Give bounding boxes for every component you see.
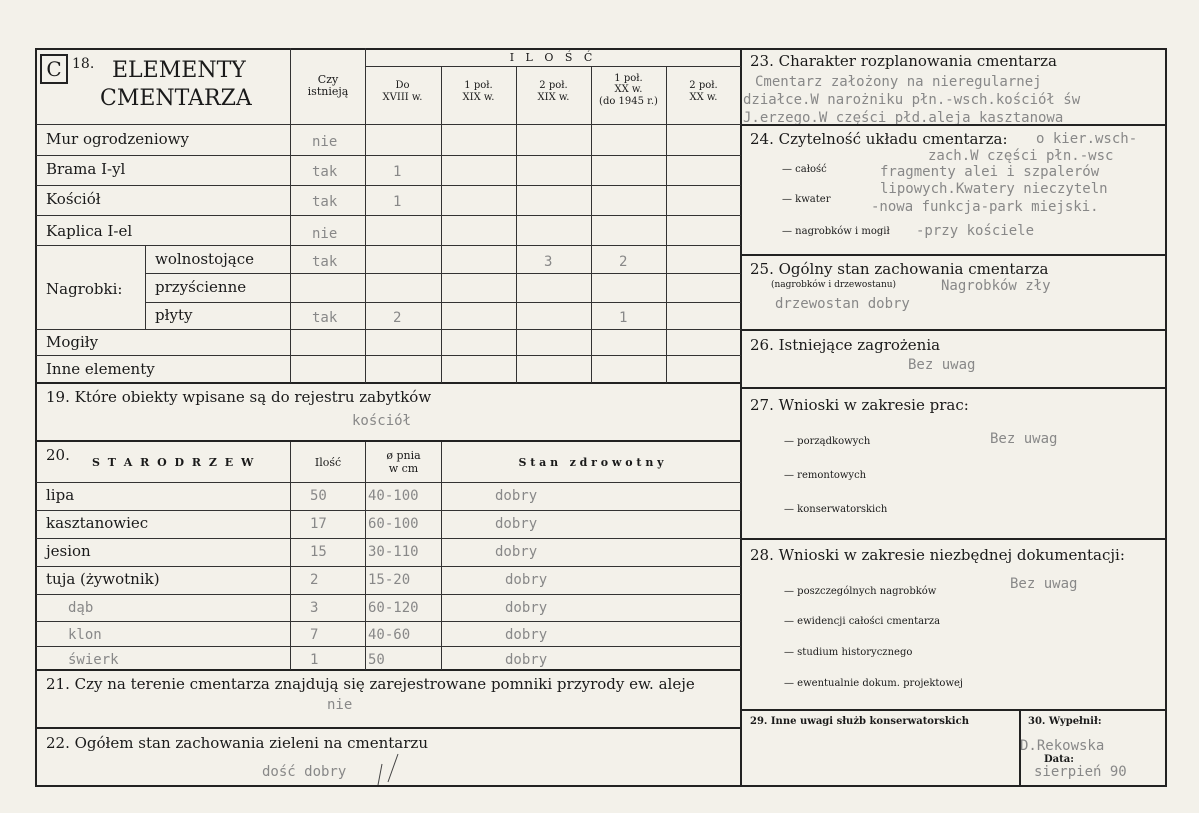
row-line: [36, 646, 741, 647]
s21-bottom: [36, 727, 741, 729]
tree-count: 3: [310, 600, 319, 616]
tree-count: 15: [310, 544, 327, 560]
tree-diameter: 40-60: [368, 627, 411, 643]
s24-line1: zach.W części płn.-wsc: [928, 148, 1114, 164]
s23-line2: działce.W narożniku płn.-wsch.kościół św: [743, 92, 1081, 108]
s21-value: nie: [327, 697, 353, 713]
row-line: [36, 329, 741, 330]
s26-value: Bez uwag: [908, 357, 976, 373]
element-row-label: Brama I-yl: [46, 160, 126, 178]
mogily-label: Mogiły: [46, 333, 99, 351]
period-header-l1: 1 poł.: [464, 80, 493, 91]
s28-value: Bez uwag: [1010, 576, 1078, 592]
row-line: [36, 155, 741, 156]
inne-elementy-label: Inne elementy: [46, 360, 155, 378]
tree-state: dobry: [505, 627, 548, 643]
s18-title-line2: CMENTARZA: [100, 86, 252, 111]
s30-label: 30. Wypełnił:: [1028, 716, 1102, 727]
s18-header-bottom: [36, 124, 741, 125]
s24-line2: fragmenty alei i szpalerów: [880, 164, 1100, 180]
element-row-label: Kościół: [46, 190, 101, 208]
element-row-label: Mur ogrodzeniowy: [46, 130, 189, 148]
s28-ewidencji: — ewidencji całości cmentarza: [784, 616, 941, 627]
period-header-l2: XIX w.: [537, 92, 570, 103]
tree-state: dobry: [495, 488, 538, 504]
col-line: [441, 66, 442, 383]
s30-date-label: Data:: [1044, 754, 1074, 765]
col-pien-l1: ø pnia: [386, 449, 421, 462]
s25-value1: Nagrobków zły: [941, 278, 1051, 294]
nagrobki-row-label: wolnostojące: [155, 250, 254, 268]
s27-porzadkowych: — porządkowych: [784, 436, 871, 447]
element-exists-value: tak: [312, 164, 338, 180]
ilosc-underline: [365, 66, 741, 67]
row-line: [145, 302, 741, 303]
nagrobki-count-value: 1: [619, 310, 628, 326]
s19-label: 19. Które obiekty wpisane są do rejestru zabytków: [46, 388, 432, 406]
row-line: [36, 510, 741, 511]
tree-state: dobry: [495, 544, 538, 560]
s28-nagrobkow: — poszczególnych nagrobków: [784, 586, 937, 597]
card-letter: C: [46, 57, 62, 81]
s24-bottom: [741, 254, 1166, 256]
s26-label: 26. Istniejące zagrożenia: [750, 336, 941, 354]
tree-name: dąb: [68, 600, 94, 616]
row-line: [36, 245, 741, 246]
row-line: [145, 273, 741, 274]
ilosc-header: I L O Ś Ć: [509, 51, 597, 64]
tree-count: 17: [310, 516, 327, 532]
row-line: [36, 215, 741, 216]
s30-date: sierpień 90: [1034, 764, 1127, 780]
frame-left: [35, 48, 37, 787]
s27-value: Bez uwag: [990, 431, 1058, 447]
col-ilosc: Ilość: [314, 456, 342, 469]
nagrobki-count-value: 2: [393, 310, 402, 326]
tree-diameter: 60-120: [368, 600, 419, 616]
s24-line0: o kier.wsch-: [1036, 131, 1138, 147]
s24-line5: -przy kościele: [916, 223, 1035, 239]
period-header-l2: XVIII w.: [382, 92, 423, 103]
s24-kwater: — kwater: [782, 194, 831, 205]
col-exists-l2: istnieją: [307, 85, 349, 98]
tree-name: tuja (żywotnik): [46, 570, 160, 588]
row-line: [36, 538, 741, 539]
tree-diameter: 60-100: [368, 516, 419, 532]
s23-label: 23. Charakter rozplanowania cmentarza: [750, 52, 1057, 70]
period-header-l1: Do: [395, 80, 410, 91]
nagrobki-label: Nagrobki:: [46, 280, 123, 298]
col-line: [516, 66, 517, 383]
tree-diameter: 50: [368, 652, 385, 668]
frame-bottom: [35, 785, 1166, 787]
col-line: [290, 48, 291, 383]
row-line: [36, 566, 741, 567]
tree-count: 7: [310, 627, 319, 643]
s25-sub: (nagrobków i drzewostanu): [771, 280, 897, 290]
period-header-l1: 1 poł.: [614, 73, 643, 84]
row-line: [36, 355, 741, 356]
s25-value2: drzewostan dobry: [775, 296, 910, 312]
element-exists-value: tak: [312, 194, 338, 210]
col-line: [365, 442, 366, 670]
s20-bottom: [36, 669, 741, 671]
nagrobki-divider: [145, 245, 146, 329]
tree-diameter: 40-100: [368, 488, 419, 504]
s27-remontowych: — remontowych: [784, 470, 867, 481]
col-line: [290, 442, 291, 670]
s19-bottom: [36, 440, 741, 442]
s18-title-line1: ELEMENTY: [112, 58, 246, 83]
s18-number: 18.: [72, 56, 95, 72]
tree-name: jesion: [46, 542, 91, 560]
tree-name: świerk: [68, 652, 119, 668]
s18-bottom: [36, 382, 741, 384]
s22-value: dość dobry: [262, 764, 347, 780]
s29-label: 29. Inne uwagi służb konserwatorskich: [750, 716, 969, 727]
tree-state: dobry: [505, 572, 548, 588]
nagrobki-exists-value: tak: [312, 254, 338, 270]
period-header-l2: XX w.: [689, 92, 718, 103]
frame-right: [1165, 48, 1167, 787]
row-line: [36, 185, 741, 186]
s28-label: 28. Wnioski w zakresie niezbędnej dokumentacji:: [750, 546, 1125, 564]
nagrobki-exists-value: tak: [312, 310, 338, 326]
nagrobki-row-label: płyty: [155, 306, 193, 324]
col-line: [591, 66, 592, 383]
element-count-value: 1: [393, 194, 402, 210]
s28-studium: — studium historycznego: [784, 647, 913, 658]
col-line: [441, 442, 442, 670]
tree-diameter: 30-110: [368, 544, 419, 560]
col-pien-l2: w cm: [388, 462, 419, 475]
frame-middle: [740, 48, 742, 787]
s20-header-bottom: [36, 482, 741, 483]
s23-line3: J.erzego.W części płd.aleja kasztanowa: [743, 110, 1064, 124]
s24-line3: lipowych.Kwatery nieczyteln: [880, 181, 1108, 197]
col-exists-l1: Czy: [317, 73, 339, 86]
col-stan: S t a n z d r o w o t n y: [518, 456, 664, 469]
card-letter-box: [40, 54, 68, 84]
element-exists-value: nie: [312, 226, 338, 242]
s20-number: 20.: [46, 446, 70, 464]
element-count-value: 1: [393, 164, 402, 180]
tree-name: lipa: [46, 486, 75, 504]
col-line: [666, 66, 667, 383]
s22-label: 22. Ogółem stan zachowania zieleni na cmentarzu: [46, 734, 428, 752]
s26-bottom: [741, 387, 1166, 389]
s20-header: S T A R O D R Z E W: [92, 456, 256, 469]
period-header-l2: XIX w.: [462, 92, 495, 103]
s25-label: 25. Ogólny stan zachowania cmentarza: [750, 260, 1049, 278]
s23-bottom: [741, 124, 1166, 126]
pencil-mark-icon: [368, 752, 408, 786]
s25-bottom: [741, 329, 1166, 331]
s30-name: D.Rekowska: [1020, 738, 1105, 754]
element-exists-value: nie: [312, 134, 338, 150]
tree-name: klon: [68, 627, 102, 643]
tree-diameter: 15-20: [368, 572, 411, 588]
s24-calosc: — całość: [782, 164, 827, 175]
s24-line4: -nowa funkcja-park miejski.: [871, 199, 1099, 215]
s21-label: 21. Czy na terenie cmentarza znajdują się zarejestrowane pomniki przyrody ew. aleje: [46, 675, 695, 693]
tree-state: dobry: [495, 516, 538, 532]
s24-nagrobkow: — nagrobków i mogił: [782, 226, 890, 237]
nagrobki-count-value: 3: [544, 254, 553, 270]
tree-state: dobry: [505, 600, 548, 616]
s27-bottom: [741, 538, 1166, 540]
period-header-l1: 2 poł.: [539, 80, 568, 91]
period-header-l2: XX w.: [614, 84, 643, 95]
row-line: [36, 594, 741, 595]
tree-state: dobry: [505, 652, 548, 668]
frame-top: [35, 48, 1166, 50]
s23-line1: Cmentarz założony na nieregularnej: [755, 74, 1042, 90]
s19-value: kościół: [352, 413, 412, 429]
s27-konserwatorskich: — konserwatorskich: [784, 504, 888, 515]
s27-label: 27. Wnioski w zakresie prac:: [750, 396, 969, 414]
s28-projektowej: — ewentualnie dokum. projektowej: [784, 678, 964, 689]
row-line: [36, 621, 741, 622]
nagrobki-row-label: przyścienne: [155, 278, 247, 296]
period-header-l3: (do 1945 r.): [599, 96, 658, 107]
nagrobki-count-value: 2: [619, 254, 628, 270]
tree-name: kasztanowiec: [46, 514, 149, 532]
element-row-label: Kaplica I-el: [46, 222, 133, 240]
period-header-l1: 2 poł.: [689, 80, 718, 91]
tree-count: 1: [310, 652, 319, 668]
tree-count: 50: [310, 488, 327, 504]
tree-count: 2: [310, 572, 319, 588]
s24-label: 24. Czytelność układu cmentarza:: [750, 130, 1008, 148]
s28-bottom: [741, 709, 1166, 711]
